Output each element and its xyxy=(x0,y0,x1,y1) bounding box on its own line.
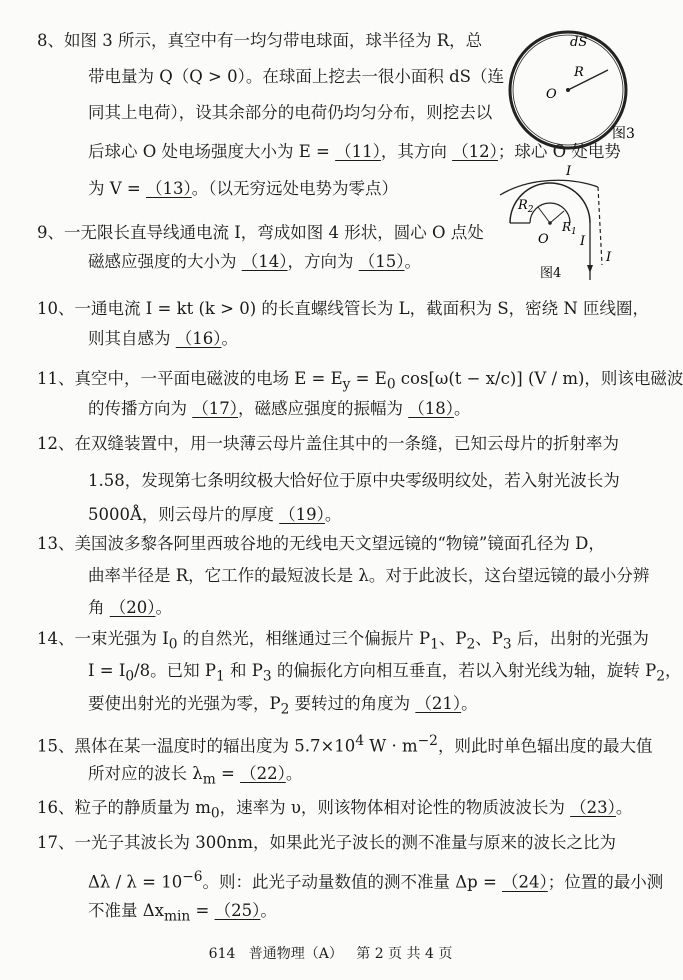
q14-sub-e: 0 xyxy=(125,668,135,685)
blank-23[interactable]: （23） xyxy=(570,798,616,817)
q16-text-c: 。 xyxy=(615,798,633,817)
q9-text-a: 磁感应强度的大小为 xyxy=(88,252,237,271)
q17-text-f: 。 xyxy=(260,901,277,920)
q13-line1: 13、美国波多黎各阿里西玻谷地的无线电天文望远镜的“物镜”镜面孔径为 D， xyxy=(37,534,605,553)
q10-line2 xyxy=(88,328,238,350)
q14-sub-b: 1 xyxy=(430,636,439,653)
q16-text-b: ，速率为 υ，则该物体相对论性的物质波波长为 xyxy=(219,798,565,817)
q17-line3 xyxy=(88,900,277,927)
q14-text-i: 的偏振化方向相互垂直，若以入射光线为轴，旋转 P xyxy=(271,661,657,680)
q13-line2: 曲率半径是 R，它工作的最短波长是 λ。对于此波长，这台望远镜的最小分辨 xyxy=(88,566,650,585)
q15-text-c: ，则此时单色辐出度的最大值 xyxy=(437,736,653,756)
q14-sub-g: 3 xyxy=(262,668,272,685)
fig4-label-i-right: I xyxy=(606,250,612,265)
q11-text-d: 的传播方向为 xyxy=(88,399,187,418)
q15-text-d: 所对应的波长 λ xyxy=(88,764,203,783)
fig4-label-r1-r: R xyxy=(562,220,572,234)
fig3-label-r: R xyxy=(574,65,584,80)
blank-19[interactable]: （19） xyxy=(279,505,325,524)
q15-sub-m: m xyxy=(202,771,216,788)
q14-text-l: 要转过的角度为 xyxy=(289,694,411,713)
blank-25[interactable]: （25） xyxy=(214,901,261,920)
q15-sup-4: 4 xyxy=(355,733,365,749)
q16-text-a: 16、粒子的静质量为 m xyxy=(37,798,211,817)
q11-text-f: 。 xyxy=(454,399,471,418)
q8-line2: 带电量为 Q（Q > 0）。在球面上挖去一很小面积 dS（连 xyxy=(88,67,504,86)
fig4-caption: 图4 xyxy=(540,266,562,281)
fig3-label-o: O xyxy=(546,87,557,102)
fig4-label-r2 xyxy=(517,198,534,215)
q14-text-d: 、P xyxy=(475,629,503,648)
q8-line5 xyxy=(88,178,398,200)
fig3-caption: 图3 xyxy=(612,126,635,142)
q10-text-b: 。 xyxy=(221,329,238,348)
q9-text-b: ，方向为 xyxy=(287,252,354,271)
q14-sub-h: 2 xyxy=(656,668,665,685)
page-footer xyxy=(0,943,661,963)
fig3-label-ds: dS xyxy=(570,35,588,50)
fig4-label-r2-sub: 2 xyxy=(527,205,534,215)
q14-sub-a: 0 xyxy=(168,636,178,653)
q12-line2: 1.58，发现第七条明纹极大恰好位于原中央零级明纹处，若入射光波长为 xyxy=(88,471,620,490)
q12-text-b: 。 xyxy=(324,505,342,524)
q11-sub-y: y xyxy=(342,376,351,393)
q11-text-b: = E xyxy=(350,369,387,388)
q14-text-b: 的自然光，相继通过三个偏振片 P xyxy=(177,629,431,648)
blank-21[interactable]: （21） xyxy=(415,694,462,713)
fig4-label-o: O xyxy=(538,232,549,247)
q9-line2 xyxy=(88,251,421,273)
q16-sub-0: 0 xyxy=(210,805,220,822)
blank-13[interactable]: （13） xyxy=(145,179,192,198)
q17-line2 xyxy=(88,866,663,894)
q14-text-e: 后，出射的光强为 xyxy=(511,629,649,648)
q17-text-b: 。则：此光子动量数值的测不准量 Δp = xyxy=(202,872,497,892)
q11-text-e: ，磁感应强度的振幅为 xyxy=(238,399,403,418)
q11-line2 xyxy=(88,398,471,420)
q14-text-a: 14、一束光强为 I xyxy=(37,629,169,648)
blank-11[interactable]: （11） xyxy=(335,142,381,161)
q17-text-e: = xyxy=(190,901,210,920)
q12-line1: 12、在双缝装置中，用一块薄云母片盖住其中的一条缝，已知云母片的折射率为 xyxy=(37,434,619,453)
q11-text-c: cos[ω(t − x/c)] (V / m)，则该电磁波 xyxy=(395,369,683,388)
figure-3 xyxy=(500,22,645,150)
q14-text-c: 、P xyxy=(438,629,467,648)
q14-text-m: 。 xyxy=(461,694,478,713)
q15-line1 xyxy=(37,730,652,758)
q8-text-e: 。（以无穷远处电势为零点） xyxy=(191,179,398,198)
fig4-label-r2-r: R xyxy=(518,198,528,213)
q14-text-j: ， xyxy=(664,661,682,680)
q8-line3: 同其上电荷），设其余部分的电荷仍均匀分布，则挖去以 xyxy=(88,103,493,122)
q17-sub-min: min xyxy=(163,908,191,925)
q14-sub-c: 2 xyxy=(466,636,476,653)
q15-text-a: 15、黑体在某一温度时的辐出度为 5.7×10 xyxy=(37,736,356,756)
footer-subject: 普通物理（A） xyxy=(248,946,343,962)
q8-text-b: ，其方向 xyxy=(380,142,447,161)
blank-17[interactable]: （17） xyxy=(192,399,238,418)
blank-15[interactable]: （15） xyxy=(358,252,405,271)
q13-line3 xyxy=(88,597,172,619)
q9-text-c: 。 xyxy=(404,252,421,271)
q14-text-h: 和 P xyxy=(224,661,263,680)
fig4-label-r1-sub: 1 xyxy=(571,227,577,237)
fig4-label-r1 xyxy=(561,220,577,237)
footer-page: 第 2 页 共 4 页 xyxy=(356,946,453,962)
q15-sup-m2: −2 xyxy=(417,733,438,749)
q15-text-b: W · m xyxy=(364,736,418,756)
q14-sub-i: 2 xyxy=(280,701,290,718)
blank-22[interactable]: （22） xyxy=(240,764,286,783)
q13-text-a: 角 xyxy=(88,598,105,617)
q15-line2 xyxy=(88,763,302,790)
figure-4 xyxy=(490,165,650,290)
blank-14[interactable]: （14） xyxy=(241,252,288,271)
q16-line1 xyxy=(37,797,632,824)
blank-24[interactable]: （24） xyxy=(502,872,548,892)
q17-sup-m6: −6 xyxy=(182,869,203,885)
blank-20[interactable]: （20） xyxy=(109,598,156,617)
footer-code: 614 xyxy=(208,946,236,962)
q17-text-d: 不准量 Δx xyxy=(88,901,164,920)
q8-line1: 8、如图 3 所示，真空中有一均匀带电球面，球半径为 R，总 xyxy=(37,31,483,50)
q14-text-g: /8。已知 P xyxy=(134,661,217,680)
q14-line1 xyxy=(37,628,649,655)
q11-sub-0: 0 xyxy=(386,376,396,393)
q8-text-d: 为 V = xyxy=(88,179,141,198)
fig4-label-i-top: I xyxy=(566,164,572,179)
q17-line1: 17、一光子其波长为 300nm，如果此光子波长的测不准量与原来的波长之比为 xyxy=(37,833,617,852)
fig4-label-i-mid: I xyxy=(580,234,586,249)
q9-line1: 9、一无限长直导线通电流 I，弯成如图 4 形状，圆心 O 点处 xyxy=(37,223,484,242)
q11-text-a: 11、真空中，一平面电磁波的电场 E = E xyxy=(37,369,343,388)
q8-text-a: 后球心 O 处电场强度大小为 E = xyxy=(88,142,330,161)
q11-line1 xyxy=(37,368,683,395)
q13-text-b: 。 xyxy=(155,598,172,617)
q10-line1: 10、一通电流 I = kt (k > 0) 的长直螺线管长为 L，截面积为 S，密绕 N 匝线圈， xyxy=(37,299,650,318)
q14-text-f: I = I xyxy=(88,661,126,680)
q17-text-c: ；位置的最小测 xyxy=(547,872,664,892)
q17-text-a: Δλ / λ = 10 xyxy=(88,872,183,892)
q15-text-f: 。 xyxy=(285,764,303,783)
q14-text-k: 要使出射光的光强为零，P xyxy=(88,694,281,713)
blank-18[interactable]: （18） xyxy=(408,399,454,418)
q14-line3 xyxy=(88,693,478,720)
q14-sub-d: 3 xyxy=(502,636,512,653)
q10-text-a: 则其自感为 xyxy=(88,329,171,348)
q15-text-e: = xyxy=(215,764,235,783)
q14-sub-f: 1 xyxy=(216,668,225,685)
blank-16[interactable]: （16） xyxy=(175,329,222,348)
q12-text-a: 5000Å，则云母片的厚度 xyxy=(88,505,274,524)
q12-line3 xyxy=(88,504,341,526)
q8-text-c: ；球心 O 处电势 xyxy=(497,142,621,161)
q14-line2 xyxy=(88,660,681,687)
blank-12[interactable]: （12） xyxy=(452,142,498,161)
